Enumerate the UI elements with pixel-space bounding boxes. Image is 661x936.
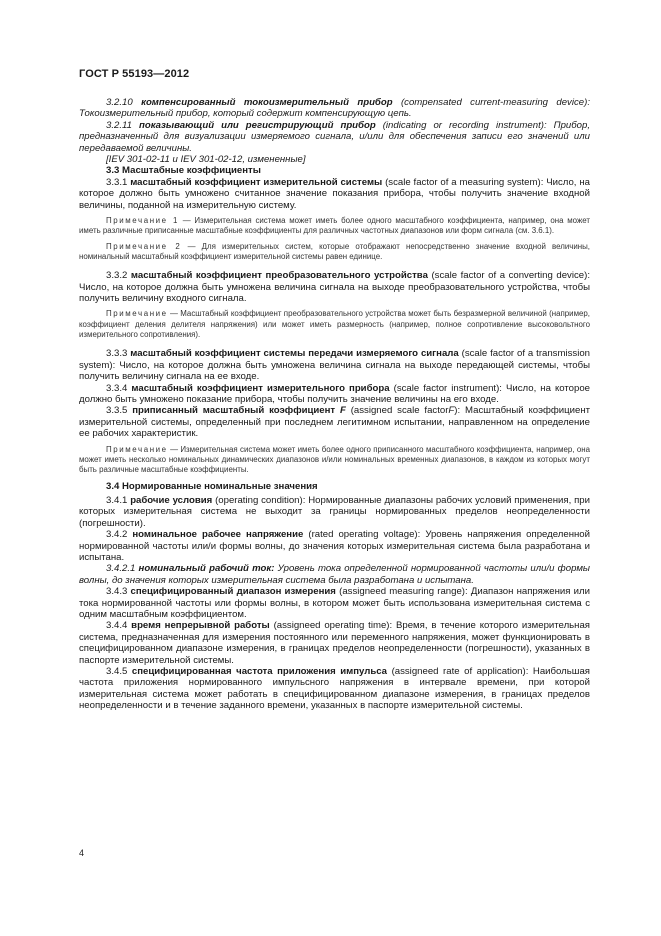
term-variable: F <box>339 405 346 417</box>
term-name: рабочие условия <box>130 494 213 506</box>
term-name: компенсированный токоизмерительный прибор <box>141 97 393 108</box>
term-3-4-3: 3.4.3 специфицированный диапазон измерения (assigneed measuring range): Диапазон напряжения или тока нормированной частоты или формы волны, в котором может быть использована измерительная система с одним масштабным коэффициентом. <box>79 586 590 620</box>
term-name: специфицированная частота приложения импульса <box>131 666 388 677</box>
section-heading-3-4: 3.4 Нормированные номинальные значения <box>106 480 318 492</box>
term-3-4-5: 3.4.5 специфицированная частота приложения импульса (assigneed rate of application): Наибольшая частота приложения нормированного импульсного напряжения в интервале времени, при которой измерительная система может работать в специфицированном диапазоне измерения, в границах пределов неопределенности и в течение заданного времени, указанных в паспорте измерительной системы. <box>79 666 590 712</box>
term-name: масштабный коэффициент измерительной системы <box>130 176 383 188</box>
term-name: масштабный коэффициент измерительного прибора <box>131 382 390 394</box>
page-number: 4 <box>79 848 85 858</box>
term-name: масштабный коэффициент системы передачи измеряемого сигнала <box>130 348 459 360</box>
note-3-3-1-1: Примечание 1 — Измерительная система может иметь более одного масштабного коэффициента, например, она может иметь различные приписанные масштабные коэффициенты для различных частотных диапазонов или форм сигнала (см. 3.6.1). <box>79 216 590 236</box>
term-3-3-5: 3.3.5 приписанный масштабный коэффициент F (assigned scale factorF): Масштабный коэффициент измерительной системы, определенный при последнем легитимном испытании, направленном на определение ее рабочих характеристик. <box>79 405 591 440</box>
term-3-3-4: 3.3.4 масштабный коэффициент измерительного прибора (scale factor instrument): Число, на которое должно быть умножено показание прибора, чтобы получить значение величины на его входе. <box>79 382 591 405</box>
term-3-4-2-1: 3.4.2.1 номинальный рабочий ток: Уровень тока определенной нормированной частоты или/и формы волны, до значения которых измерительная система была разработана и испытана. <box>79 563 590 586</box>
term-3-3-2: 3.3.2 масштабный коэффициент преобразовательного устройства (scale factor of a converting device): Число, на которое должна быть умножена величина сигнала на выходе преобразовательного устройства, чтобы получить величину входного сигнала. <box>79 270 590 305</box>
term-3-4-4: 3.4.4 время непрерывной работы (assigneed operating time): Время, в течение которого измерительная система, предназначенная для измерения постоянного или переменного напряжения, может функционировать в специфицированном диапазоне измерения, в границах пределов неопределенности (погрешности), указанных в паспорте измерительной системы. <box>79 620 590 666</box>
term-3-3-3: 3.3.3 масштабный коэффициент системы передачи измеряемого сигнала (scale factor of a transmission system): Число, на которое должна быть умножена величина сигнала на выходе передающей системы, чтобы получить величину сигнала на ее входе. <box>79 348 590 383</box>
document-header: ГОСТ Р 55193—2012 <box>79 68 190 80</box>
term-3-3-1: 3.3.1 масштабный коэффициент измерительной системы (scale factor of a measuring system): Число, на которое должно быть умножено считанное значение показания прибора, чтобы получить значение входной величины, поданной на измерительную систему. <box>79 176 590 211</box>
term-3-2-11: 3.2.11 показывающий или регистрирующий прибор (indicating or recording instrument): Прибор, предназначенный для визуализации измеряемого сигнала, и/или для обеспечения записи его значений или передаваемой величины. <box>79 119 590 154</box>
term-3-4-1: 3.4.1 рабочие условия (operating condition): Нормированные диапазоны рабочих условий применения, при которых измерительная система не выходит за границы нормированных пределов неопределенности (погрешности). <box>79 494 590 529</box>
term-name: специфицированный диапазон измерения <box>130 586 336 598</box>
term-name: показывающий или регистрирующий прибор <box>138 119 376 131</box>
note-3-3-2: Примечание — Масштабный коэффициент преобразовательного устройства может быть безразмерной величиной (например, коэффициент деления делителя напряжения) или может иметь размерность (например, полное сопротивление высоковольтного измерительного сопротивления). <box>79 309 590 340</box>
term-name: номинальный рабочий ток: <box>138 563 275 575</box>
term-name: приписанный масштабный коэффициент <box>132 405 336 417</box>
note-3-3-1-2: Примечание 2 — Для измерительных систем, которые отображают непосредственно значение входной величины, номинальный масштабный коэффициент измерительной системы равен единице. <box>79 241 590 261</box>
term-name: время непрерывной работы <box>131 620 270 632</box>
section-heading-3-3: 3.3 Масштабные коэффициенты <box>106 165 261 177</box>
term-name: номинальное рабочее напряжение <box>132 529 304 541</box>
term-3-2-10: 3.2.10 компенсированный токоизмерительный прибор (compensated current-measuring device): Токоизмерительный прибор, который содержит компенсирующую цепь. <box>79 97 590 120</box>
term-3-4-2: 3.4.2 номинальное рабочее напряжение (rated operating voltage): Уровень напряжения определенной нормированной частоты или/и формы волны, до значения которых измерительная система была разработана и испытана. <box>79 529 590 563</box>
page-content <box>79 97 590 712</box>
term-name: масштабный коэффициент преобразовательного устройства <box>130 270 428 282</box>
iev-reference: [IEV 301-02-11 и IEV 301-02-12, измененные] <box>106 154 306 166</box>
note-3-3-5: Примечание — Измерительная система может иметь более одного приписанного масштабного коэффициента, например, она может иметь несколько номинальных динамических диапазонов и/или номинальных временных диапазонов, в каждом из которых могут быть различные масштабные коэффициенты. <box>79 444 590 475</box>
